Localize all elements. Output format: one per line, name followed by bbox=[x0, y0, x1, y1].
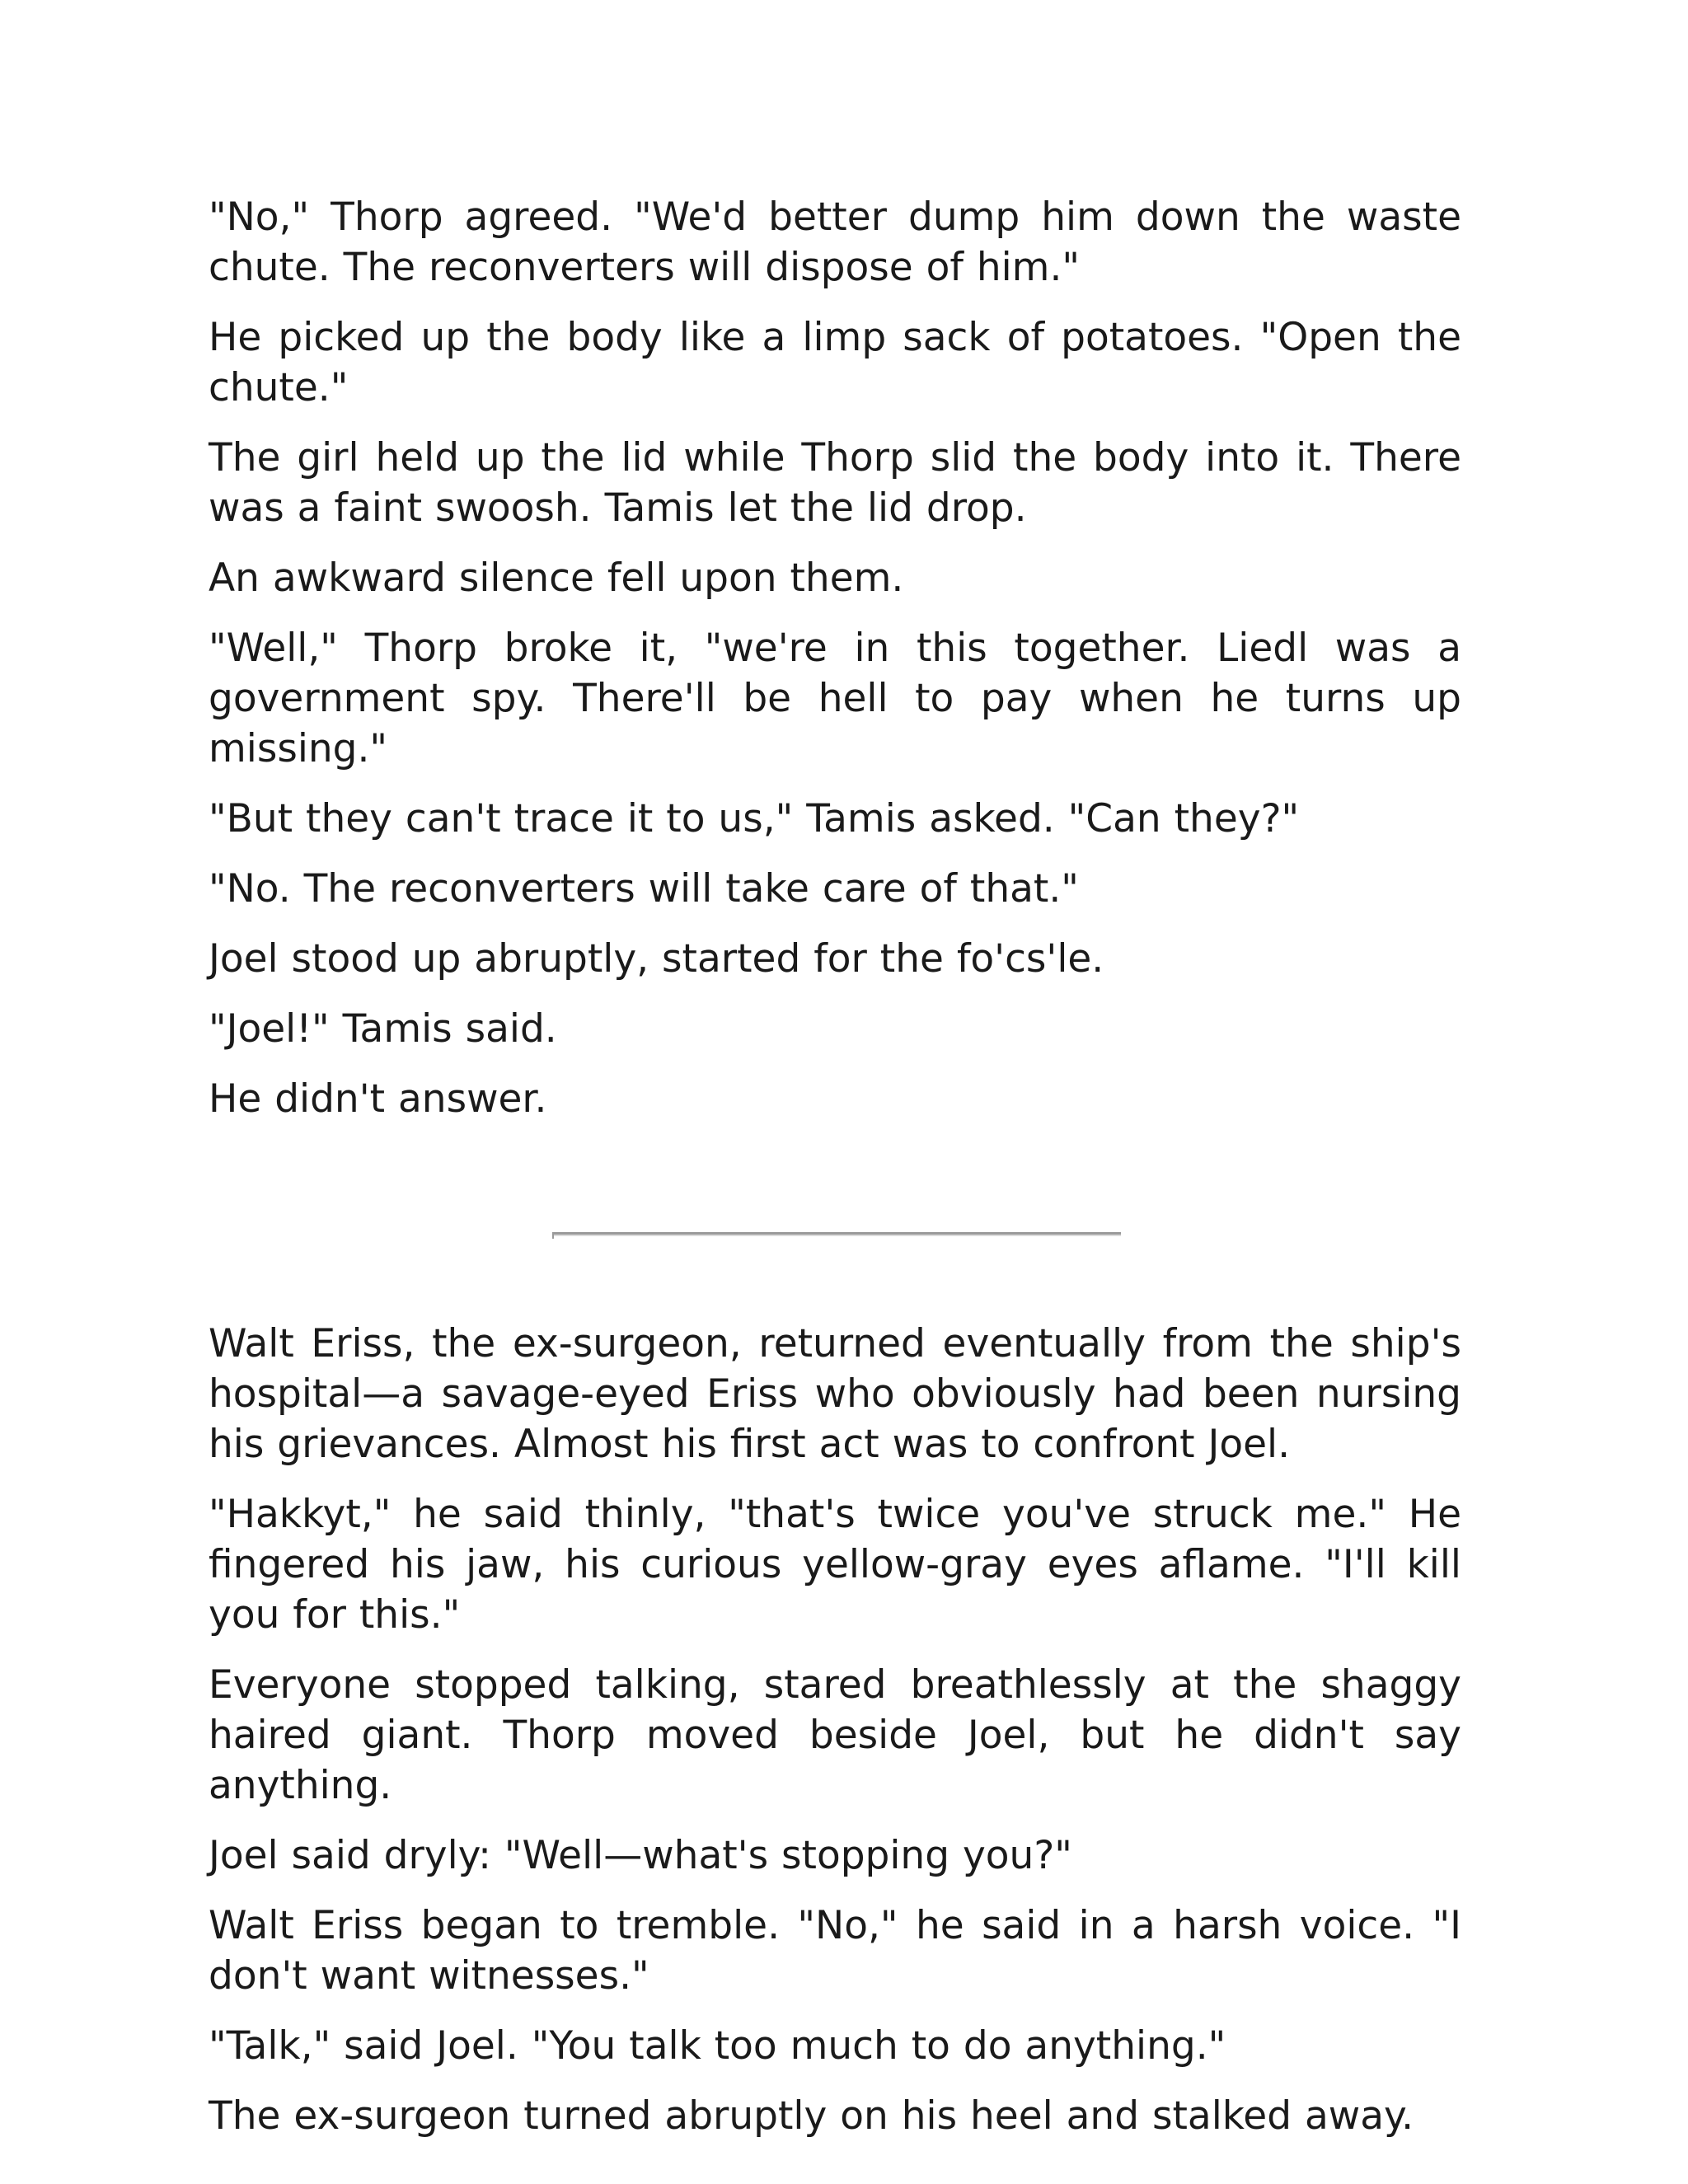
paragraph: He picked up the body like a limp sack of potatoes. "Open the chute." bbox=[209, 315, 1461, 410]
horizontal-rule bbox=[552, 1232, 1121, 1236]
paragraph: Walt Eriss began to tremble. "No," he said in a harsh voice. "I don't want witnesses." bbox=[209, 1903, 1461, 1999]
paragraph: "Hakkyt," he said thinly, "that's twice you've struck me." He fingered his jaw, his curious yellow-gray eyes aflame. "I'll kill you for this." bbox=[209, 1492, 1461, 1638]
paragraph: Joel said dryly: "Well—what's stopping you?" bbox=[209, 1833, 1072, 1878]
paragraph: The ex-surgeon turned abruptly on his heel and stalked away. bbox=[209, 2093, 1414, 2139]
paragraph: Joel stood up abruptly, started for the fo'cs'le. bbox=[209, 936, 1104, 982]
paragraph: "Well," Thorp broke it, "we're in this together. Liedl was a government spy. There'll be hell to pay when he turns up missing." bbox=[209, 626, 1461, 771]
section-2 bbox=[209, 1319, 1461, 2141]
paragraph: An awkward silence fell upon them. bbox=[209, 555, 904, 601]
paragraph: Everyone stopped talking, stared breathlessly at the shaggy haired giant. Thorp moved beside Joel, but he didn't say anything. bbox=[209, 1662, 1461, 1808]
paragraph: "But they can't trace it to us," Tamis asked. "Can they?" bbox=[209, 796, 1300, 841]
paragraph: "Talk," said Joel. "You talk too much to do anything." bbox=[209, 2023, 1226, 2069]
paragraph: "No," Thorp agreed. "We'd better dump him down the waste chute. The reconverters will dispose of him." bbox=[209, 194, 1461, 290]
section-divider bbox=[209, 1144, 1461, 1319]
paragraph: The girl held up the lid while Thorp slid the body into it. There was a faint swoosh. Tamis let the lid drop. bbox=[209, 435, 1461, 531]
paragraph: Walt Eriss, the ex-surgeon, returned eventually from the ship's hospital—a savage-eyed Eriss who obviously had been nursing his grievances. Almost his first act was to confront Joel. bbox=[209, 1321, 1461, 1467]
paragraph: "No. The reconverters will take care of that." bbox=[209, 866, 1079, 912]
section-1 bbox=[209, 192, 1461, 1124]
paragraph: "Joel!" Tamis said. bbox=[209, 1006, 557, 1052]
paragraph: He didn't answer. bbox=[209, 1076, 547, 1122]
document-page bbox=[209, 192, 1461, 2161]
